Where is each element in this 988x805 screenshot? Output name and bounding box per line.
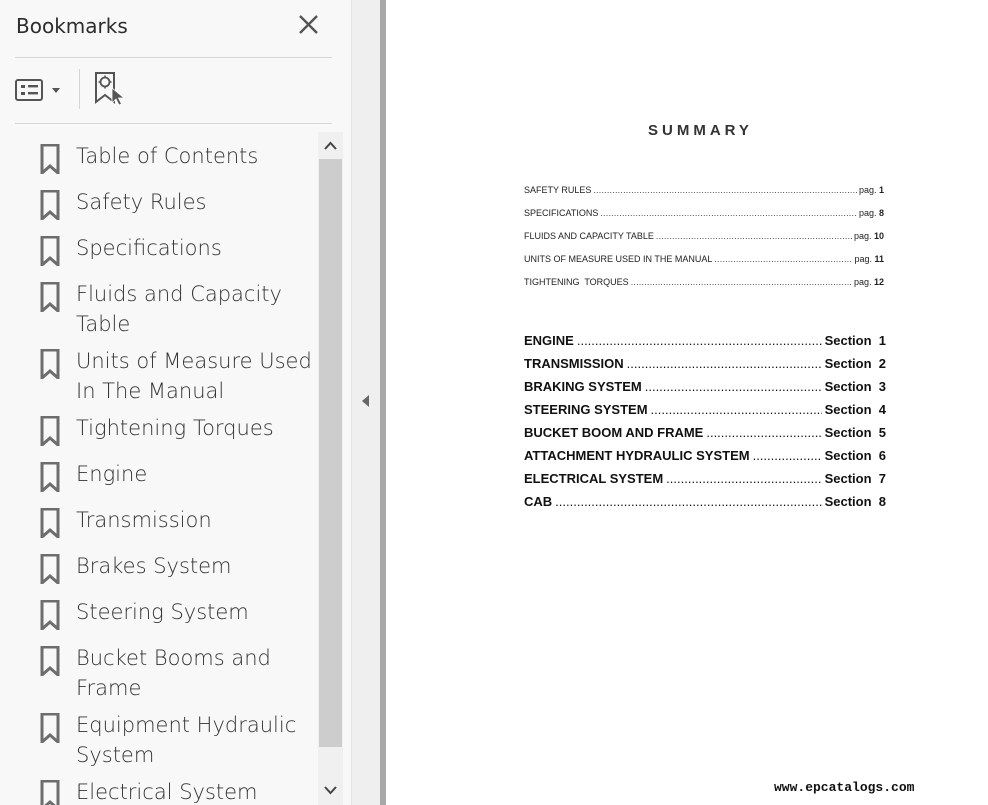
panel-title: Bookmarks [16, 14, 128, 38]
bookmark-label: Tightening Torques [76, 416, 274, 440]
bookmark-label: Transmission [76, 508, 212, 532]
toc-page [859, 208, 884, 218]
leader-dots [555, 494, 821, 509]
chevron-up-icon [318, 132, 343, 158]
toc-pag-prefix: pag. [854, 254, 872, 264]
section-row [524, 425, 886, 443]
toc-page-number: 12 [873, 277, 884, 287]
section-number: Section 6 [824, 448, 886, 463]
header-divider [15, 57, 332, 58]
bookmark-item-table-of-contents[interactable] [15, 136, 317, 182]
bookmark-icon [40, 780, 60, 805]
section-row [524, 494, 886, 512]
bookmark-label: Safety Rules [76, 190, 207, 214]
bookmark-options-button[interactable] [14, 73, 68, 107]
toc-page-number: 11 [874, 254, 884, 264]
toc-label: TIGHTENING TORQUES [524, 277, 629, 287]
section-label: BRAKING SYSTEM [524, 379, 642, 394]
collapse-panel-button[interactable] [358, 390, 374, 412]
bookmark-item-brakes-system[interactable] [15, 546, 317, 592]
bookmark-item-electrical-system[interactable] [15, 772, 317, 805]
document-page [386, 0, 988, 805]
footer-url: www.epcatalogs.com [774, 780, 915, 795]
chevron-down-icon [318, 777, 343, 803]
bookmark-label: Fluids and Capacity Table [76, 282, 282, 336]
toc-label: SAFETY RULES [524, 185, 592, 195]
toc-page-number: 10 [873, 231, 884, 241]
leader-dots [631, 277, 852, 287]
bookmark-item-equipment-hydraulic-system[interactable] [15, 705, 317, 772]
section-number: Section 8 [824, 494, 886, 509]
toc-page [854, 254, 884, 264]
document-title: SUMMARY [648, 122, 753, 139]
bookmark-icon [40, 462, 60, 492]
bookmark-icon [40, 554, 60, 584]
list-options-icon [14, 77, 46, 103]
section-label: ATTACHMENT HYDRAULIC SYSTEM [524, 448, 750, 463]
bookmark-label: Bucket Booms and Frame [76, 646, 271, 700]
close-panel-button[interactable] [296, 12, 322, 38]
leader-dots [666, 471, 821, 486]
toc-page-number: 8 [878, 208, 884, 218]
bookmark-item-safety-rules[interactable] [15, 182, 317, 228]
bookmark-list [15, 132, 317, 805]
bookmark-icon [40, 713, 60, 743]
section-label: CAB [524, 494, 553, 509]
toc-pag-prefix: pag. [858, 208, 877, 218]
bookmark-label: Engine [76, 462, 148, 486]
toc-row [524, 185, 884, 199]
section-number: Section 3 [824, 379, 886, 394]
toc-label: FLUIDS AND CAPACITY TABLE [524, 231, 654, 241]
toc-label: SPECIFICATIONS [524, 208, 599, 218]
leader-dots [753, 448, 822, 463]
bookmark-icon [40, 508, 60, 538]
leader-dots [706, 425, 821, 440]
toc-page [854, 231, 884, 241]
bookmark-label: Electrical System [76, 780, 258, 804]
toc-page-number: 1 [878, 185, 884, 195]
bookmark-icon [40, 190, 60, 220]
toolbar-separator [79, 69, 80, 109]
bookmark-item-bucket-booms-and-frame[interactable] [15, 638, 317, 705]
section-label: STEERING SYSTEM [524, 402, 648, 417]
bookmark-icon [40, 282, 60, 312]
leader-dots [600, 208, 857, 218]
leader-dots [645, 379, 822, 394]
section-label: ELECTRICAL SYSTEM [524, 471, 664, 486]
bookmark-label: Steering System [76, 600, 249, 624]
caret-down-icon [49, 77, 63, 103]
leader-dots [714, 254, 852, 264]
toc-row [524, 254, 884, 268]
close-icon [296, 12, 322, 38]
bookmark-item-fluids-and-capacity-table[interactable] [15, 274, 317, 341]
bookmark-label: Table of Contents [76, 144, 259, 168]
leader-dots [577, 333, 822, 348]
toc-label: UNITS OF MEASURE USED IN THE MANUAL [524, 254, 713, 264]
bookmark-icon [40, 646, 60, 676]
section-row [524, 471, 886, 489]
bookmarks-panel [0, 0, 352, 805]
toc-row [524, 208, 884, 222]
toolbar-divider [15, 123, 332, 124]
bookmark-icon [40, 600, 60, 630]
leader-dots [593, 185, 857, 195]
toc-row [524, 277, 884, 291]
bookmark-label: Specifications [76, 236, 222, 260]
bookmark-item-specifications[interactable] [15, 228, 317, 274]
section-number: Section 4 [824, 402, 886, 417]
section-label: TRANSMISSION [524, 356, 624, 371]
bookmark-scrollbar[interactable] [318, 132, 343, 805]
bookmark-icon [40, 236, 60, 266]
bookmark-item-units-of-measure[interactable] [15, 341, 317, 408]
section-row [524, 402, 886, 420]
scroll-down-button[interactable] [318, 777, 343, 803]
toc-pag-prefix: pag. [853, 277, 872, 287]
bookmark-icon [40, 349, 60, 379]
toc-pag-prefix: pag. [858, 185, 877, 195]
find-current-bookmark-button[interactable] [92, 70, 128, 108]
section-row [524, 333, 886, 351]
find-current-bookmark-icon [92, 70, 128, 108]
leader-dots [651, 402, 822, 417]
section-number: Section 5 [824, 425, 886, 440]
section-row [524, 379, 886, 397]
section-number: Section 2 [824, 356, 886, 371]
bookmark-item-transmission[interactable] [15, 500, 317, 546]
section-number: Section 1 [824, 333, 886, 348]
toc-page [854, 277, 884, 287]
section-row [524, 356, 886, 374]
toc-row [524, 231, 884, 245]
triangle-left-icon [358, 390, 374, 412]
section-label: BUCKET BOOM AND FRAME [524, 425, 704, 440]
scroll-thumb[interactable] [319, 159, 342, 747]
bookmark-item-tightening-torques[interactable] [15, 408, 317, 454]
scroll-up-button[interactable] [318, 132, 343, 158]
leader-dots [656, 231, 852, 241]
section-label: ENGINE [524, 333, 574, 348]
bookmark-icon [40, 416, 60, 446]
toc-pag-prefix: pag. [853, 231, 872, 241]
bookmark-item-engine[interactable] [15, 454, 317, 500]
section-number: Section 7 [824, 471, 886, 486]
leader-dots [627, 356, 822, 371]
bookmark-label: Brakes System [76, 554, 232, 578]
bookmark-icon [40, 144, 60, 174]
bookmark-item-steering-system[interactable] [15, 592, 317, 638]
toc-page [859, 185, 884, 195]
section-row [524, 448, 886, 466]
bookmark-label: Units of Measure Used In The Manual [76, 349, 312, 403]
bookmark-label: Equipment Hydraulic System [76, 713, 297, 767]
